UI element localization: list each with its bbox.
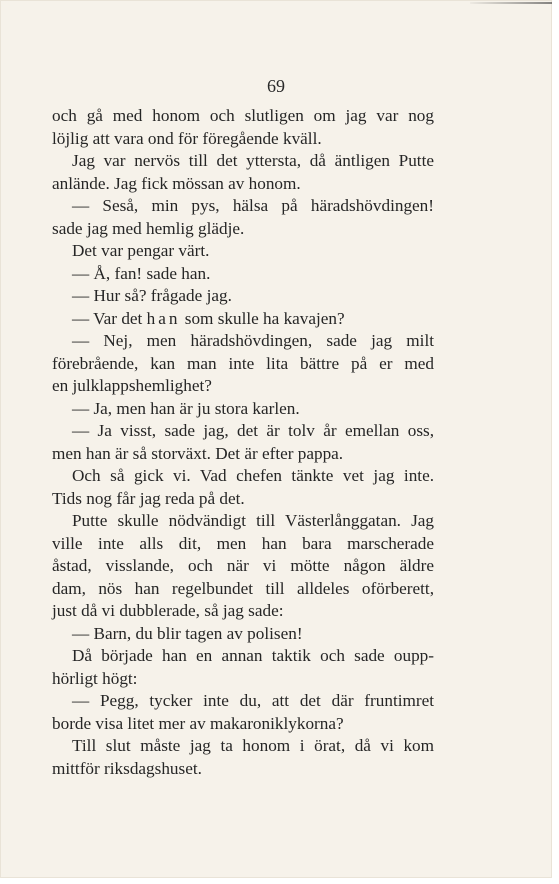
text-line: just då vi dubblerade, så jag sade: [52, 601, 284, 620]
text-line: sade jag med hemlig glädje. [52, 218, 245, 238]
text-line: Till slut måste jag ta honom i örat, då vi kom [72, 736, 434, 755]
page-edge-shadow [470, 2, 552, 4]
text-line: — Ja, men han är ju stora karlen. [72, 398, 300, 418]
text-line: mittför riksdagshuset. [52, 758, 202, 778]
text-line: en julklappshemlighet? [52, 376, 212, 395]
text-line: borde visa litet mer av makaroniklykorna? [52, 713, 344, 733]
text-line: Det var pengar värt. [72, 241, 210, 260]
text-line: ville inte alls dit, men han bara marscherade [52, 533, 434, 553]
text-line: men han är så storväxt. Det är efter pappa. [52, 443, 344, 463]
text-line: — Å, fan! sade han. [72, 263, 211, 283]
text-line: åstad, visslande, och när vi mötte någon äldre [52, 556, 434, 575]
text-line: — Ja visst, sade jag, det är tolv år emellan oss, [72, 421, 434, 440]
text-line [52, 308, 434, 331]
text-line: — Seså, min pys, hälsa på häradshövdingen! [72, 196, 434, 215]
text-line: och gå med honom och slutligen om jag var nog [52, 106, 434, 125]
text-line: — Nej, men häradshövdingen, sade jag milt [72, 331, 434, 350]
text-line: löjlig att vara ond för föregående kväll. [52, 128, 322, 148]
text-line-part: som skulle ha kavajen? [184, 308, 345, 328]
text-line: — Hur så? frågade jag. [72, 286, 232, 305]
text-line: Putte skulle nödvändigt till Västerlånggatan. Jag [72, 511, 434, 530]
text-line: — Barn, du blir tagen av polisen! [72, 623, 303, 643]
text-line: Då började han en annan taktik och sade oupp- [72, 646, 434, 665]
text-line: Jag var nervös till det yttersta, då äntligen Putte [72, 151, 434, 170]
text-line: Och så gick vi. Vad chefen tänkte vet jag inte. [72, 466, 434, 485]
emphasized-word: han [146, 308, 181, 328]
text-line: förebrående, kan man inte lita bättre på er med [52, 353, 434, 373]
text-line: Tids nog får jag reda på det. [52, 488, 245, 508]
text-line: hörligt högt: [52, 668, 138, 688]
text-line: — Pegg, tycker inte du, att det där fruntimret [72, 691, 434, 710]
page-number: 69 [267, 76, 285, 96]
body-text [52, 105, 434, 780]
text-line: anlände. Jag fick mössan av honom. [52, 173, 301, 193]
text-line-part: — Var det [72, 308, 143, 328]
text-line: dam, nös han regelbundet till alldeles oförberett, [52, 578, 434, 598]
